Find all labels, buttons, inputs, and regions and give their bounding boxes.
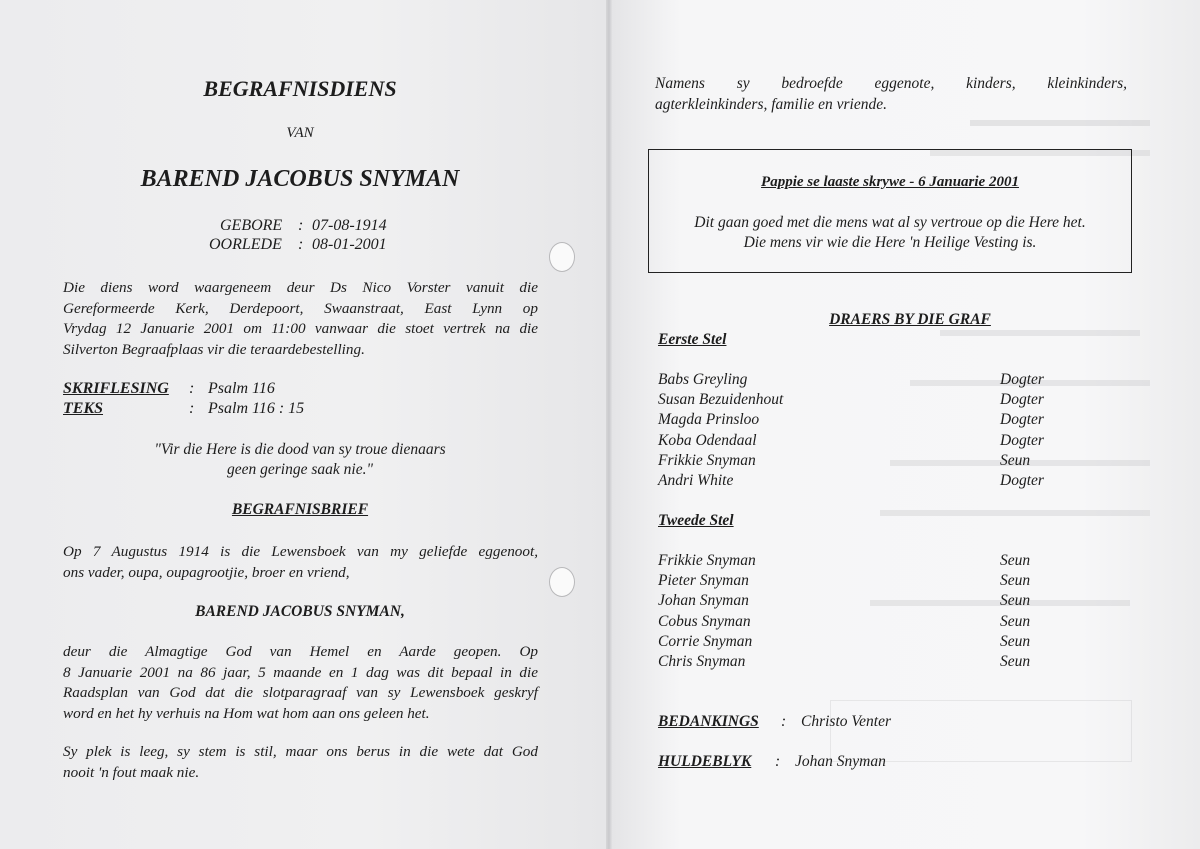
service-line: Die diens word waargeneem deur Ds Nico Vorster vanuit die xyxy=(63,279,538,296)
bearer-relation: Seun xyxy=(1000,632,1031,650)
bearer-name: Cobus Snyman xyxy=(658,612,751,630)
page-fold xyxy=(606,0,612,849)
letter-line: word en het hy verhuis na Hom wat hom aan ons geleen het. xyxy=(63,704,430,722)
letter-line: deur die Almagtige God van Hemel en Aarde geopen. Op xyxy=(63,643,538,660)
bearer-name: Koba Odendaal xyxy=(658,431,757,449)
intro-line: Namens sy bedroefde eggenote, kinders, kleinkinders, xyxy=(655,75,1127,92)
letter-paragraph xyxy=(63,542,538,583)
letter-line: nooit 'n fout maak nie. xyxy=(63,763,200,781)
bearer-relation: Seun xyxy=(1000,552,1031,569)
text-value: Psalm 116 : 15 xyxy=(208,400,305,417)
died-label: OORLEDE xyxy=(209,236,282,253)
thanks-sep: : xyxy=(781,713,787,730)
letter-line: Sy plek is leeg, sy stem is stil, maar ons berus in die wete dat God xyxy=(63,743,538,760)
tribute-label: HULDEBLYK xyxy=(658,753,752,770)
born-date: 07-08-1914 xyxy=(312,217,387,234)
last-words-line: Dit gaan goed met die mens wat al sy vertroue op die Here het. xyxy=(694,214,1086,231)
died-date: 08-01-2001 xyxy=(312,236,387,253)
bearer-relation: Dogter xyxy=(1000,411,1044,429)
set1-heading: Eerste Stel xyxy=(658,331,727,348)
punch-hole xyxy=(549,242,575,272)
bearer-relation: Dogter xyxy=(1000,371,1044,388)
thanks-label: BEDANKINGS xyxy=(658,713,759,730)
service-line: Silverton Begraafplaas vir die teraardebestelling. xyxy=(63,340,365,358)
letter-line: ons vader, oupa, oupagrootjie, broer en vriend, xyxy=(63,563,350,581)
intro-line: agterkleinkinders, familie en vriende. xyxy=(655,95,888,113)
bearer-name: Johan Snyman xyxy=(658,592,749,610)
last-words-box xyxy=(648,149,1132,273)
service-paragraph xyxy=(63,278,538,360)
bearer-name: Magda Prinsloo xyxy=(658,411,760,429)
service-line: Gereformeerde Kerk, Derdepoort, Swaanstraat, East Lynn op xyxy=(63,299,538,317)
died-sep: : xyxy=(298,236,304,253)
thanks-value: Christo Venter xyxy=(801,713,891,730)
page-title: BEGRAFNISDIENS xyxy=(203,76,397,101)
letter-line: Raadsplan van God dat die slotparagraaf van sy Lewensboek geskryf xyxy=(63,684,538,701)
letter-paragraph xyxy=(63,642,538,724)
van-label: VAN xyxy=(286,125,314,141)
letter-line: 8 Januarie 2001 na 86 jaar, 5 maande en 1 dag was dit bepaal in die xyxy=(63,663,538,681)
set2-heading: Tweede Stel xyxy=(658,512,734,529)
intro-paragraph xyxy=(655,74,1127,115)
bearer-name: Chris Snyman xyxy=(658,653,746,670)
letter-name: BAREND JACOBUS SNYMAN, xyxy=(195,603,405,620)
last-words-heading: Pappie se laaste skrywe - 6 Januarie 2001 xyxy=(761,174,1019,190)
tribute-sep: : xyxy=(775,753,781,770)
bearer-name: Pieter Snyman xyxy=(658,572,749,590)
bearer-relation: Seun xyxy=(1000,592,1031,610)
reading-value: Psalm 116 xyxy=(208,380,275,397)
bearer-name: Frikkie Snyman xyxy=(658,552,756,569)
bearer-relation: Seun xyxy=(1000,653,1031,670)
bearer-name: Frikkie Snyman xyxy=(658,451,756,469)
bearer-relation: Dogter xyxy=(1000,472,1044,489)
last-words-line: Die mens vir wie die Here 'n Heilige Vesting is. xyxy=(743,234,1037,251)
reading-label: SKRIFLESING xyxy=(63,380,169,397)
letter-paragraph xyxy=(63,742,538,783)
letter-heading: BEGRAFNISBRIEF xyxy=(231,501,369,518)
bearer-name: Andri White xyxy=(658,472,734,489)
quote-line: geen geringe saak nie." xyxy=(227,461,373,478)
bearer-name: Susan Bezuidenhout xyxy=(658,391,784,409)
tribute-value: Johan Snyman xyxy=(795,753,886,770)
deceased-name: BAREND JACOBUS SNYMAN xyxy=(140,166,460,192)
born-label: GEBORE xyxy=(220,217,283,234)
punch-hole xyxy=(549,567,575,597)
letter-line: Op 7 Augustus 1914 is die Lewensboek van my geliefde eggenoot, xyxy=(63,543,538,560)
bearer-name: Babs Greyling xyxy=(658,371,748,388)
bearer-name: Corrie Snyman xyxy=(658,632,753,650)
bearer-relation: Dogter xyxy=(1000,391,1044,409)
bearer-relation: Dogter xyxy=(1000,431,1044,449)
quote-line: "Vir die Here is die dood van sy troue dienaars xyxy=(154,441,446,458)
reading-sep: : xyxy=(189,380,195,397)
bearer-relation: Seun xyxy=(1000,451,1031,469)
bearer-relation: Seun xyxy=(1000,572,1031,590)
text-label: TEKS xyxy=(63,400,104,417)
bearers-heading: DRAERS BY DIE GRAF xyxy=(829,311,991,328)
born-sep: : xyxy=(298,217,304,234)
text-sep: : xyxy=(189,400,195,417)
service-line: Vrydag 12 Januarie 2001 om 11:00 vanwaar die stoet vertrek na die xyxy=(63,320,538,337)
bearer-relation: Seun xyxy=(1000,612,1031,630)
